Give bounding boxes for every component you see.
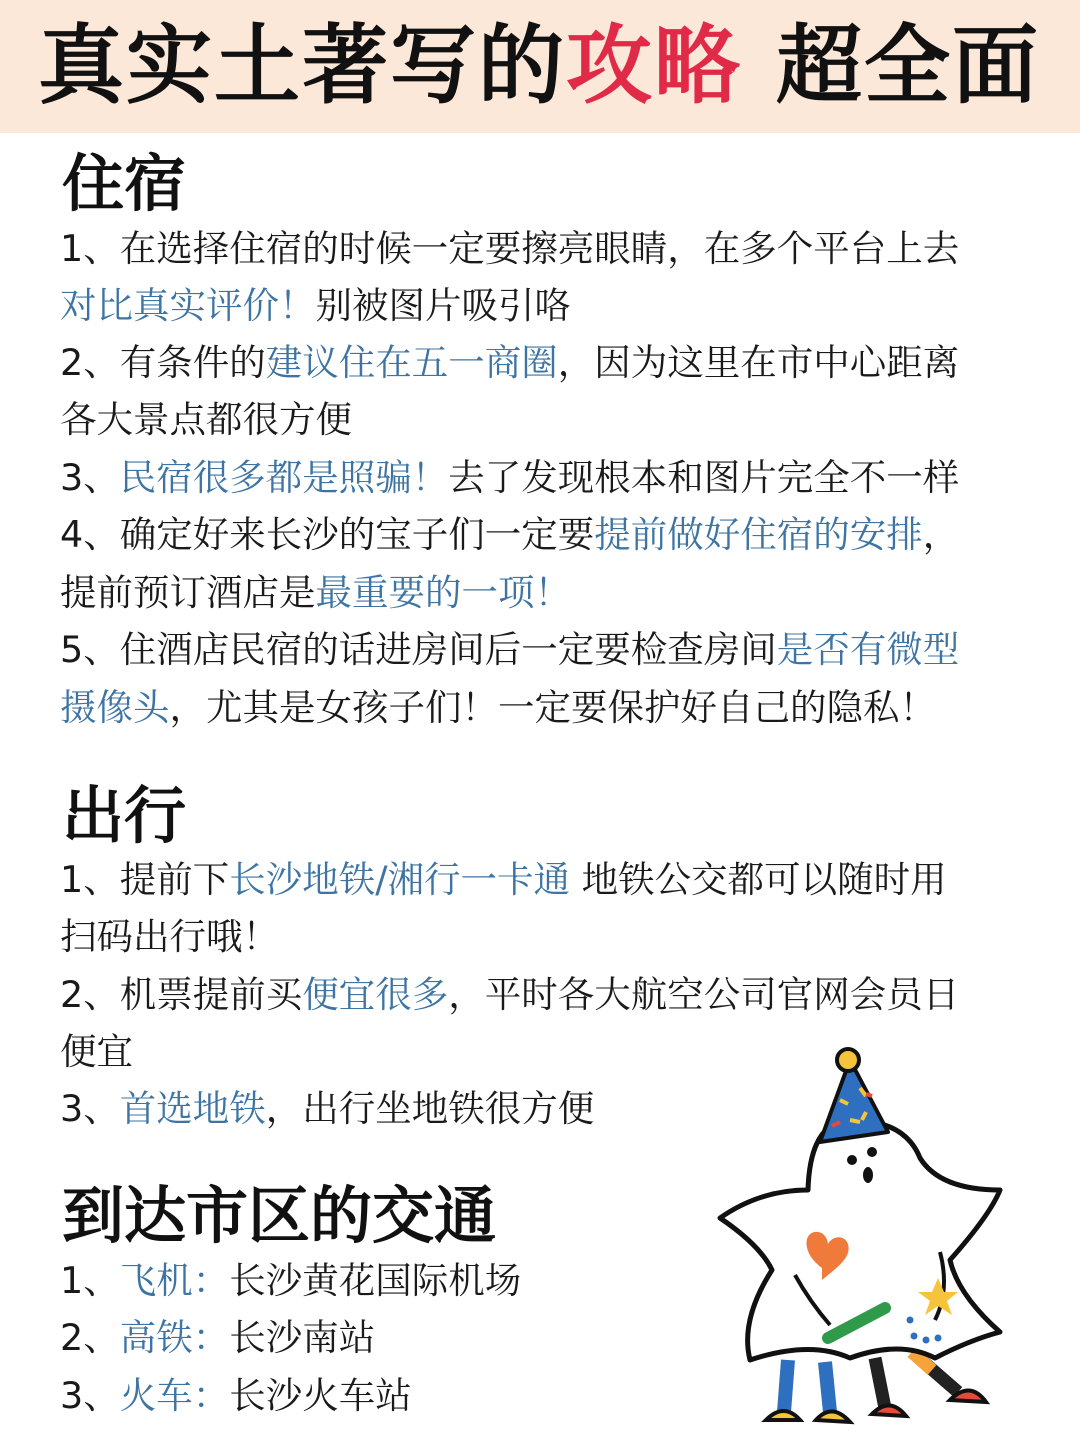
highlight-text: 是否有微型 xyxy=(776,628,960,671)
party-hat-icon xyxy=(820,1060,888,1142)
body-text: 长沙南站 xyxy=(229,1316,376,1359)
text-line xyxy=(60,227,959,271)
body-text: 各大景点都很方便 xyxy=(60,398,352,441)
body-text: 2、机票提前买 xyxy=(60,973,303,1016)
body-text: ， xyxy=(922,513,960,556)
body-text: 2、有条件的 xyxy=(60,341,266,384)
body-text: 3、 xyxy=(60,1374,120,1417)
title-suffix: 超全面 xyxy=(776,16,1040,116)
highlight-text: 摄像头 xyxy=(60,686,170,729)
body-text: 扫码出行哦！ xyxy=(60,915,279,958)
ghost-legs xyxy=(766,1352,986,1422)
highlight-text: 长沙地铁/湘行一卡通 xyxy=(229,858,571,901)
body-text: 别被图片吸引咯 xyxy=(315,284,571,327)
text-line xyxy=(60,398,352,442)
body-text: 提前预订酒店是 xyxy=(60,571,316,614)
body-text: 3、 xyxy=(60,1087,120,1130)
text-line xyxy=(60,1087,594,1131)
text-line xyxy=(60,513,959,557)
highlight-text: 民宿很多都是照骗！ xyxy=(119,456,449,499)
text-line xyxy=(60,341,959,385)
text-line xyxy=(60,628,959,672)
body-text: 地铁公交都可以随时用 xyxy=(570,858,947,901)
text-line xyxy=(60,973,959,1017)
section-title-travel: 出行 xyxy=(62,779,187,852)
text-line xyxy=(60,1374,412,1418)
text-line xyxy=(60,456,959,500)
title-banner xyxy=(0,0,1080,133)
text-line xyxy=(60,858,947,902)
body-text: 去了发现根本和图片完全不一样 xyxy=(448,456,960,499)
body-text: ，出行坐地铁很方便 xyxy=(265,1087,595,1130)
body-text: 1、 xyxy=(60,1259,120,1302)
ghost-party-illustration xyxy=(700,1040,1030,1440)
highlight-text: 便宜很多 xyxy=(302,973,449,1016)
highlight-text: 最重要的一项！ xyxy=(315,571,571,614)
text-line xyxy=(60,1259,521,1303)
body-text: ，尤其是女孩子们！一定要保护好自己的隐私！ xyxy=(169,686,936,729)
text-line xyxy=(60,1030,133,1074)
page-title xyxy=(38,16,1040,116)
title-main: 真实土著写的 xyxy=(38,16,566,116)
title-accent: 攻略 xyxy=(566,16,742,116)
body-text: 长沙火车站 xyxy=(229,1374,412,1417)
body-text: 5、住酒店民宿的话进房间后一定要检查房间 xyxy=(60,628,777,671)
body-text: 长沙黄花国际机场 xyxy=(229,1259,522,1302)
body-text: 2、 xyxy=(60,1316,120,1359)
highlight-text: 对比真实评价！ xyxy=(60,284,316,327)
highlight-text: 飞机： xyxy=(119,1259,230,1302)
text-line xyxy=(60,915,279,959)
section-title-lodging: 住宿 xyxy=(62,147,187,220)
body-text: 3、 xyxy=(60,456,120,499)
text-line xyxy=(60,1316,375,1360)
highlight-text: 提前做好住宿的安排 xyxy=(594,513,923,556)
body-text: 便宜 xyxy=(60,1030,133,1073)
body-text: 4、确定好来长沙的宝子们一定要 xyxy=(60,513,595,556)
section-title-arrival: 到达市区的交通 xyxy=(62,1179,497,1252)
highlight-text: 火车： xyxy=(119,1374,230,1417)
text-line xyxy=(60,686,936,730)
text-line xyxy=(60,284,571,328)
highlight-text: 高铁： xyxy=(119,1316,230,1359)
highlight-text: 建议住在五一商圈 xyxy=(265,341,558,384)
text-line xyxy=(60,571,571,615)
highlight-text: 首选地铁 xyxy=(119,1087,266,1130)
body-text: ，平时各大航空公司官网会员日 xyxy=(448,973,960,1016)
body-text: 1、提前下 xyxy=(60,858,230,901)
body-text: 1、在选择住宿的时候一定要擦亮眼睛，在多个平台上去 xyxy=(60,227,960,270)
body-text: ，因为这里在市中心距离 xyxy=(557,341,960,384)
